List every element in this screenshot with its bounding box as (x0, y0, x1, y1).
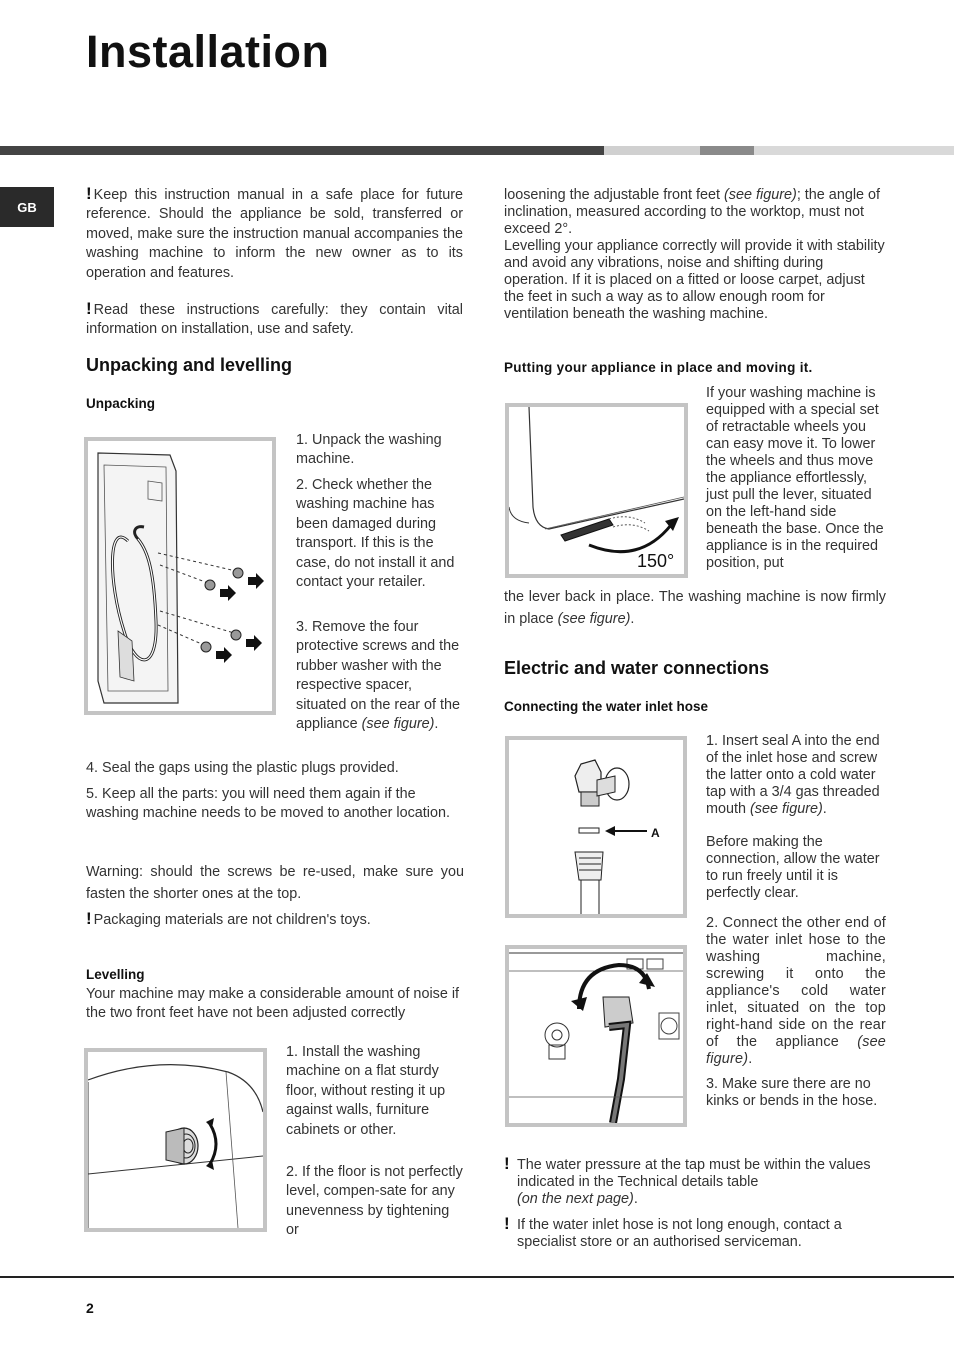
warning-icon: ! (504, 1154, 510, 1173)
header-bar-light-end (754, 146, 954, 155)
note-keep-manual: ! Keep this instruction manual in a safe place for future reference. Should the appliance be sold, transferred or moved, make sure the instruction manual accompanies the washing machine to inform the new owner as to its operation and features. (86, 184, 463, 281)
levelling-intro: Your machine may make a considerable amount of noise if the two front feet have not been adjusted correctly (86, 986, 460, 1022)
step-keep-parts: 5. Keep all the parts: you will need them again if the washing machine needs to be moved to another location. (86, 786, 450, 822)
footer-rule (0, 1276, 954, 1278)
hose-step-insert: 1. Insert seal A into the end of the inlet hose and screw the latter onto a cold water tap with a 3/4 gas threaded mouth (see figure). (706, 733, 880, 817)
page-number: 2 (86, 1300, 94, 1316)
hose-step-connect: 2. Connect the other end of the water inlet hose to the washing machine, screwing it onto the appliance's cold water inlet, situated on the top right-hand side on the rear of the appliance (see figure). (706, 915, 886, 1067)
header-bar-light (604, 146, 700, 155)
warning-screws: Warning: should the screws be re-used, make sure you fasten the shorter ones at the top. (86, 864, 464, 902)
header-bar-mid (700, 146, 754, 155)
figure-inlet-tap (505, 736, 687, 918)
warning-icon: ! (86, 909, 92, 928)
seal-label: A (651, 826, 660, 840)
section-heading-connections: Electric and water connections (504, 658, 770, 678)
hose-step-no-kinks: 3. Make sure there are no kinks or bends in the hose. (706, 1076, 878, 1109)
warning-icon: ! (86, 184, 92, 203)
header-bar-dark (0, 146, 604, 155)
levelling-stability: Levelling your appliance correctly will provide it with stability and avoid any vibrations, noise and shifting during operation. If it is placed on a fitted or loose carpet, adjust the feet in such a way as to allow enough room for ventilation beneath the washing machine. (504, 238, 885, 322)
levelling-step-install: 1. Install the washing machine on a flat sturdy floor, without resting it up against walls, furniture cabinets or other. (286, 1044, 446, 1138)
hose-step-flush: Before making the connection, allow the water to run freely until it is perfectly clear. (706, 834, 880, 901)
note-packaging: ! Packaging materials are not children's toys. (86, 909, 371, 928)
note-hose-length: If the water inlet hose is not long enough, contact a specialist store or an authorised serviceman. (517, 1217, 842, 1250)
figure-levelling-foot (84, 1048, 267, 1232)
step-seal-gaps: 4. Seal the gaps using the plastic plugs provided. (86, 760, 399, 776)
warning-icon: ! (504, 1214, 510, 1233)
language-tab: GB (0, 187, 54, 227)
subheading-inlet-hose: Connecting the water inlet hose (504, 699, 709, 714)
step-remove-screws: 3. Remove the four protective screws and the rubber washer with the respective spacer, situated on the rear of the appliance (see figure). (296, 619, 461, 733)
levelling-continued: loosening the adjustable front feet (see figure); the angle of inclination, measured according to the worktop, must not exceed 2°. (504, 187, 881, 237)
levelling-step-compensate: 2. If the floor is not perfectly level, compen-sate for any unevenness by tightening or (286, 1164, 463, 1239)
moving-side-text: If your washing machine is equipped with a special set of retractable wheels you can easy move it. To lower the wheels and thus move the appliance effortlessly, just pull the lever, situated on the left-hand side beneath the base. Once the appliance is in the required position, put (706, 385, 884, 571)
step-unpack: 1. Unpack the washing machine. (296, 432, 442, 468)
section-heading-unpacking: Unpacking and levelling (86, 355, 293, 375)
warning-icon: ! (86, 299, 92, 318)
angle-label: 150° (637, 551, 675, 571)
step-check-damage: 2. Check whether the washing machine has been damaged during transport. If this is the case, do not install it and contact your retailer. (296, 477, 455, 591)
moving-full-text: the lever back in place. The washing machine is now firmly in place (see figure). (504, 589, 886, 627)
subheading-unpacking: Unpacking (86, 396, 156, 411)
subheading-moving: Putting your appliance in place and moving it. (504, 360, 813, 375)
subheading-levelling: Levelling (86, 967, 145, 982)
note-water-pressure: The water pressure at the tap must be within the values indicated in the Technical details table (on the next page). (517, 1157, 871, 1207)
note-read-instructions: ! Read these instructions carefully: they contain vital information on installation, use and safety. (86, 299, 463, 338)
page-title: Installation (86, 26, 330, 77)
figure-unpacking-screws (84, 437, 276, 715)
figure-lever-150 (505, 403, 688, 578)
figure-rear-inlet (505, 945, 687, 1127)
